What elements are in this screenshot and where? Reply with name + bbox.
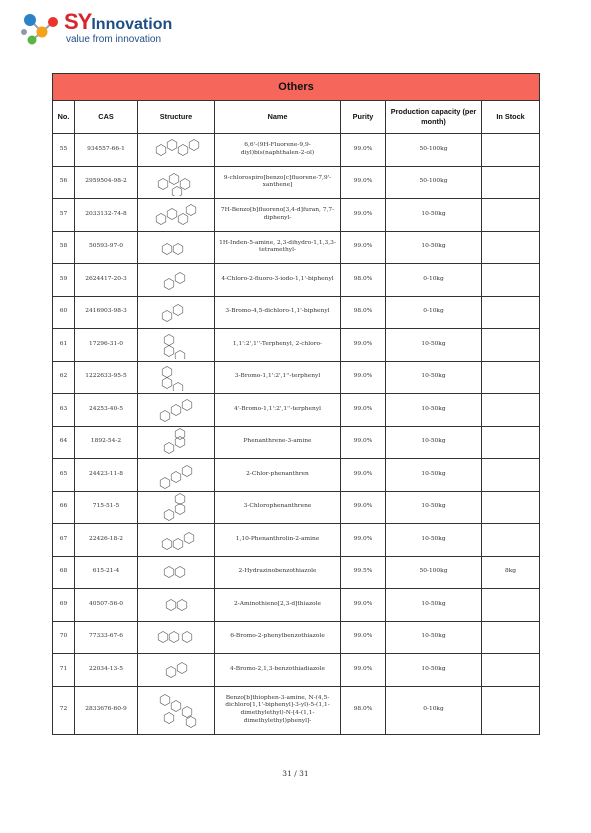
cell-capacity: 10-50kg xyxy=(386,654,482,687)
structure-drawing-icon xyxy=(147,690,205,730)
col-header-capacity: Production capacity (per month) xyxy=(386,101,482,134)
cell-cas: 50593-97-0 xyxy=(75,231,138,264)
cell-no: 61 xyxy=(53,329,75,362)
cell-cas: 1892-54-2 xyxy=(75,426,138,459)
cell-purity: 99.0% xyxy=(341,394,386,427)
cell-name: Phenanthrene-3-amine xyxy=(215,426,341,459)
cell-stock xyxy=(482,394,540,427)
table-row xyxy=(53,231,540,264)
cell-purity: 99.0% xyxy=(341,199,386,232)
cell-capacity: 10-50kg xyxy=(386,394,482,427)
cell-name: 3-Bromo-4,5-dichloro-1,1'-biphenyl xyxy=(215,296,341,329)
cell-capacity: 10-50kg xyxy=(386,621,482,654)
cell-name: 6-Bromo-2-phenylbenzothiazole xyxy=(215,621,341,654)
cell-purity: 99.0% xyxy=(341,491,386,524)
cell-purity: 98.0% xyxy=(341,296,386,329)
cell-purity: 99.0% xyxy=(341,426,386,459)
table-row xyxy=(53,199,540,232)
cell-stock xyxy=(482,264,540,297)
cell-purity: 99.0% xyxy=(341,621,386,654)
cell-stock xyxy=(482,231,540,264)
table-row xyxy=(53,654,540,687)
cell-name: 2-Chlor-phenanthren xyxy=(215,459,341,492)
cell-cas: 17296-31-0 xyxy=(75,329,138,362)
cell-name: 1,10-Phenanthrolin-2-amine xyxy=(215,524,341,557)
cell-name: 4-Chloro-2-fluoro-3-iodo-1,1'-biphenyl xyxy=(215,264,341,297)
cell-no: 66 xyxy=(53,491,75,524)
cell-capacity: 10-50kg xyxy=(386,491,482,524)
table-row xyxy=(53,329,540,362)
table-row xyxy=(53,686,540,734)
cell-no: 67 xyxy=(53,524,75,557)
brand-name-rest: Innovation xyxy=(91,16,173,33)
cell-structure xyxy=(138,654,215,687)
cell-purity: 99.0% xyxy=(341,166,386,199)
table-row xyxy=(53,621,540,654)
molecule-logo-icon xyxy=(20,10,62,46)
cell-stock xyxy=(482,329,540,362)
cell-cas: 22034-13-5 xyxy=(75,654,138,687)
cell-no: 55 xyxy=(53,134,75,167)
cell-name: 3-Chlorophenanthrene xyxy=(215,491,341,524)
cell-structure xyxy=(138,686,215,734)
cell-no: 62 xyxy=(53,361,75,394)
cell-name: 4'-Bromo-1,1':2',1''-terphenyl xyxy=(215,394,341,427)
cell-structure xyxy=(138,524,215,557)
structure-drawing-icon xyxy=(147,233,205,261)
cell-stock xyxy=(482,621,540,654)
table-row xyxy=(53,361,540,394)
table-row xyxy=(53,296,540,329)
cell-no: 68 xyxy=(53,556,75,589)
table-row xyxy=(53,459,540,492)
cell-name: 4-Bromo-2,1,3-benzothiadiazole xyxy=(215,654,341,687)
cell-capacity: 50-100kg xyxy=(386,134,482,167)
cell-structure xyxy=(138,556,215,589)
category-heading: Others xyxy=(53,74,540,101)
cell-purity: 99.0% xyxy=(341,459,386,492)
col-header-cas: CAS xyxy=(75,101,138,134)
cell-capacity: 10-50kg xyxy=(386,361,482,394)
cell-capacity: 0-10kg xyxy=(386,264,482,297)
cell-capacity: 0-10kg xyxy=(386,296,482,329)
cell-capacity: 10-50kg xyxy=(386,426,482,459)
cell-structure xyxy=(138,296,215,329)
structure-drawing-icon xyxy=(147,136,205,164)
cell-capacity: 10-50kg xyxy=(386,231,482,264)
cell-structure xyxy=(138,199,215,232)
cell-structure xyxy=(138,621,215,654)
cell-purity: 98.0% xyxy=(341,264,386,297)
cell-cas: 77333-67-6 xyxy=(75,621,138,654)
cell-stock xyxy=(482,459,540,492)
structure-drawing-icon xyxy=(147,201,205,229)
col-header-structure: Structure xyxy=(138,101,215,134)
cell-stock xyxy=(482,361,540,394)
cell-name: 9-chlorospiro[benzo[c]fluorene-7,9'-xanthene] xyxy=(215,166,341,199)
cell-cas: 1222633-95-5 xyxy=(75,361,138,394)
product-table xyxy=(52,73,540,735)
structure-drawing-icon xyxy=(147,331,205,359)
cell-purity: 99.0% xyxy=(341,654,386,687)
table-row xyxy=(53,426,540,459)
structure-drawing-icon xyxy=(147,493,205,521)
cell-name: 2-Aminothieno[2,3-d]thiazole xyxy=(215,589,341,622)
cell-no: 60 xyxy=(53,296,75,329)
cell-cas: 2833676-60-9 xyxy=(75,686,138,734)
cell-stock xyxy=(482,296,540,329)
cell-no: 59 xyxy=(53,264,75,297)
col-header-no: No. xyxy=(53,101,75,134)
cell-structure xyxy=(138,361,215,394)
cell-no: 56 xyxy=(53,166,75,199)
col-header-name: Name xyxy=(215,101,341,134)
col-header-purity: Purity xyxy=(341,101,386,134)
cell-stock xyxy=(482,199,540,232)
cell-capacity: 0-10kg xyxy=(386,686,482,734)
cell-name: Benzo[b]thiophen-3-amine, N-(4,5-dichloro[1,1'-biphenyl]-3-yl)-5-(1,1-dimethylethyl)-N-[4-(1,1-dimethylethyl)phenyl]- xyxy=(215,686,341,734)
cell-cas: 2624417-20-3 xyxy=(75,264,138,297)
cell-structure xyxy=(138,459,215,492)
cell-no: 71 xyxy=(53,654,75,687)
cell-structure xyxy=(138,426,215,459)
cell-name: 2-Hydrazinobenzothiazole xyxy=(215,556,341,589)
cell-capacity: 50-100kg xyxy=(386,556,482,589)
cell-structure xyxy=(138,166,215,199)
col-header-stock: In Stock xyxy=(482,101,540,134)
cell-purity: 99.0% xyxy=(341,361,386,394)
cell-cas: 934557-66-1 xyxy=(75,134,138,167)
cell-purity: 99.0% xyxy=(341,524,386,557)
cell-purity: 99.0% xyxy=(341,134,386,167)
cell-cas: 715-51-5 xyxy=(75,491,138,524)
cell-purity: 99.0% xyxy=(341,231,386,264)
cell-name: 7H-Benzo[b]fluoreno[3,4-d]furan, 7,7-diphenyl- xyxy=(215,199,341,232)
structure-drawing-icon xyxy=(147,558,205,586)
cell-no: 57 xyxy=(53,199,75,232)
cell-purity: 99.0% xyxy=(341,329,386,362)
cell-name: 3-Bromo-1,1':2',1''-terphenyl xyxy=(215,361,341,394)
cell-stock xyxy=(482,524,540,557)
page-number: 31 / 31 xyxy=(282,769,309,778)
structure-drawing-icon xyxy=(147,623,205,651)
cell-structure xyxy=(138,394,215,427)
cell-stock xyxy=(482,166,540,199)
cell-capacity: 10-50kg xyxy=(386,459,482,492)
cell-cas: 2033132-74-8 xyxy=(75,199,138,232)
cell-structure xyxy=(138,231,215,264)
cell-stock xyxy=(482,589,540,622)
cell-stock xyxy=(482,654,540,687)
cell-cas: 22426-18-2 xyxy=(75,524,138,557)
cell-capacity: 10-50kg xyxy=(386,589,482,622)
structure-drawing-icon xyxy=(147,363,205,391)
cell-stock xyxy=(482,686,540,734)
structure-drawing-icon xyxy=(147,266,205,294)
table-row xyxy=(53,556,540,589)
cell-stock xyxy=(482,491,540,524)
table-row xyxy=(53,394,540,427)
table-row xyxy=(53,589,540,622)
company-logo xyxy=(20,8,220,48)
table-row xyxy=(53,134,540,167)
cell-cas: 2959504-98-2 xyxy=(75,166,138,199)
cell-structure xyxy=(138,589,215,622)
cell-purity: 99.5% xyxy=(341,556,386,589)
cell-structure xyxy=(138,134,215,167)
cell-no: 58 xyxy=(53,231,75,264)
cell-structure xyxy=(138,329,215,362)
cell-name: 6,6'-(9H-Fluorene-9,9-diyl)bis(naphthalen-2-ol) xyxy=(215,134,341,167)
structure-drawing-icon xyxy=(147,428,205,456)
cell-capacity: 10-50kg xyxy=(386,199,482,232)
cell-stock xyxy=(482,426,540,459)
brand-tagline: value from innovation xyxy=(66,34,162,45)
table-row xyxy=(53,166,540,199)
cell-purity: 99.0% xyxy=(341,589,386,622)
structure-drawing-icon xyxy=(147,591,205,619)
structure-drawing-icon xyxy=(147,526,205,554)
cell-no: 64 xyxy=(53,426,75,459)
cell-cas: 615-21-4 xyxy=(75,556,138,589)
table-row xyxy=(53,491,540,524)
structure-drawing-icon xyxy=(147,396,205,424)
structure-drawing-icon xyxy=(147,656,205,684)
table-row xyxy=(53,524,540,557)
cell-name: 1,1':2',1''-Terphenyl, 2-chloro- xyxy=(215,329,341,362)
cell-name: 1H-Inden-5-amine, 2,3-dihydro-1,1,3,3-tetramethyl- xyxy=(215,231,341,264)
cell-cas: 24423-11-8 xyxy=(75,459,138,492)
table-row xyxy=(53,264,540,297)
cell-no: 72 xyxy=(53,686,75,734)
cell-stock: 8kg xyxy=(482,556,540,589)
cell-cas: 24253-40-5 xyxy=(75,394,138,427)
cell-no: 70 xyxy=(53,621,75,654)
cell-cas: 40507-56-0 xyxy=(75,589,138,622)
cell-no: 63 xyxy=(53,394,75,427)
cell-no: 69 xyxy=(53,589,75,622)
cell-cas: 2416903-98-3 xyxy=(75,296,138,329)
structure-drawing-icon xyxy=(147,461,205,489)
structure-drawing-icon xyxy=(147,168,205,196)
cell-structure xyxy=(138,491,215,524)
cell-stock xyxy=(482,134,540,167)
cell-purity: 98.0% xyxy=(341,686,386,734)
cell-capacity: 10-50kg xyxy=(386,524,482,557)
brand-name-main: SY xyxy=(64,9,92,34)
structure-drawing-icon xyxy=(147,298,205,326)
cell-capacity: 50-100kg xyxy=(386,166,482,199)
cell-structure xyxy=(138,264,215,297)
cell-no: 65 xyxy=(53,459,75,492)
cell-capacity: 10-50kg xyxy=(386,329,482,362)
